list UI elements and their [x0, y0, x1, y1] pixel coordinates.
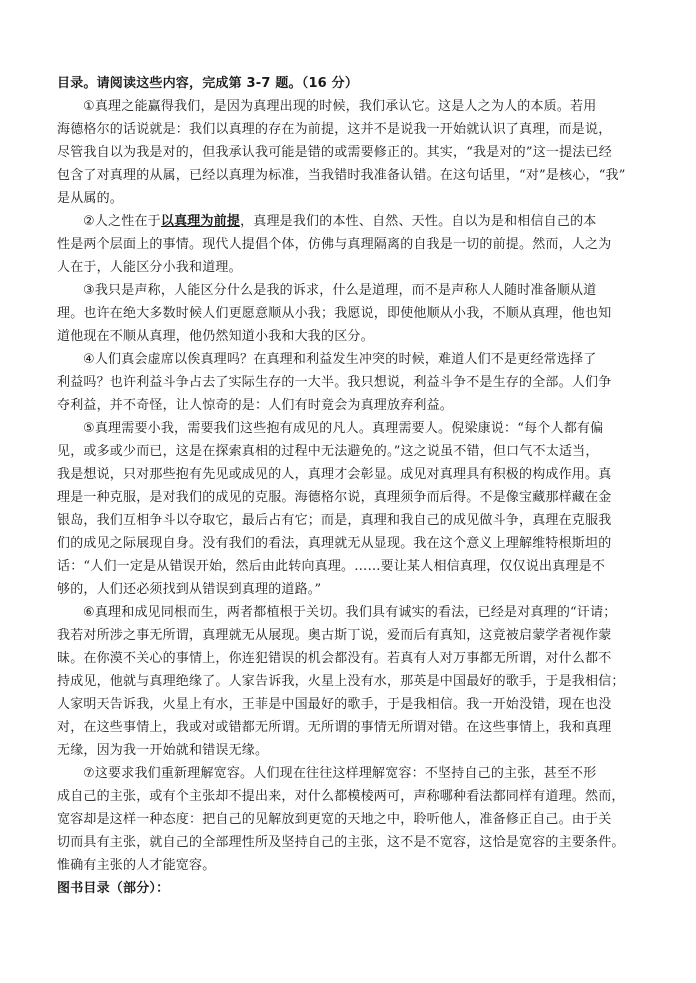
paragraph-marker: ①: [83, 99, 95, 114]
paragraph-line: 利益吗？也许利益斗争占去了实际生存的一大半。我只想说，利益斗争不是生存的全部。人们争: [57, 375, 612, 390]
paragraph-line: 成自己的主张，或有个主张却不提出来，对什么都模棱两可，声称哪种看法都同样有道理。然而，: [57, 789, 625, 804]
paragraph-line: 切而具有主张，就自己的全部理性所及坚持自己的主张，这不是不宽容，这恰是宽容的主要条件。: [57, 835, 625, 850]
question-header: 目录。请阅读这些内容，完成第 3-7 题。（16 分）: [57, 76, 359, 91]
paragraph-line: 夺利益，并不奇怪，让人惊奇的是：人们有时竟会为真理放弃利益。: [57, 398, 454, 413]
paragraph-line: 惟确有主张的人才能宽容。: [57, 858, 216, 873]
paragraph-line: 持成见，他就与真理绝缘了。人家告诉我，火星上没有水，那英是中国最好的歌手，于是我相信；: [57, 674, 625, 689]
paragraph-line: 够的，人们还必须找到从错误到真理的道路。”: [57, 582, 322, 597]
paragraph-line: 包含了对真理的从属，已经以真理为标准，当我错时我准备认错。在这句话里，“对”是核心，“我”: [57, 168, 626, 183]
paragraph-line: 我若对所涉之事无所谓，真理就无从展现。奥古斯丁说，爱而后有真知，这竟被启蒙学者视作蒙: [57, 628, 612, 643]
paragraph-line: 我是想说，只对那些抱有先见或成见的人，真理才会彰显。成见对真理具有积极的构成作用。真: [57, 467, 612, 482]
paragraph-marker: ③: [83, 283, 95, 298]
paragraph-line: ⑥真理和成见同根而生，两者都植根于关切。我们具有诚实的看法，已经是对真理的“讦请；: [83, 605, 617, 620]
paragraph-5: [57, 417, 648, 601]
paragraph-4: [57, 348, 648, 417]
paragraph-line: 理。也许在绝大多数时候人们更愿意顺从小我；我愿说，即使他顺从小我，不顺从真理，他也知: [57, 306, 612, 321]
paragraph-line: 尽管我自以为我是对的，但我承认我可能是错的或需要修正的。其实，“我是对的”这一提法已经: [57, 145, 612, 160]
paragraph-line: 话：“人们一定是从错误开始，然后由此转向真理。……要让某人相信真理，仅仅说出真理是不: [57, 559, 606, 574]
paragraph-line: ⑦这要求我们重新理解宽容。人们现在往往这样理解宽容：不坚持自己的主张，甚至不形: [83, 766, 597, 781]
paragraph-line: ⑤真理需要小我，需要我们这些抱有成见的凡人。真理需要人。倪梁康说：“每个人都有偏: [83, 421, 604, 436]
paragraph-line: ①真理之能赢得我们，是因为真理出现的时候，我们承认它。这是人之为人的本质。若用: [83, 99, 597, 114]
emphasized-phrase: 以真理为前提: [160, 214, 241, 229]
paragraph-marker: ⑥: [83, 605, 95, 620]
paragraph-line: 人家明天告诉我，火星上有水，王菲是中国最好的歌手，于是我相信。我一开始没错，现在也没: [57, 697, 612, 712]
paragraph-line: 昧。在你漠不关心的事情上，你连犯错误的机会都没有。若真有人对万事都无所谓，对什么都不: [57, 651, 612, 666]
paragraph-line: 海德格尔的话说就是：我们以真理的存在为前提，这并不是说我一开始就认识了真理，而是说，: [57, 122, 612, 137]
book-catalog-heading: 图书目录（部分）：: [57, 881, 170, 896]
paragraph-line: 们的成见之际展现自身。没有我们的看法，真理就无从显现。我在这个意义上理解维特根斯坦的: [57, 536, 612, 551]
paragraph-line: 见，或多或少而已，这是在探索真相的过程中无法避免的。”这之说虽不错，但口气不太适当，: [57, 444, 599, 459]
paragraph-line: 人在于，人能区分小我和道理。: [57, 260, 242, 275]
paragraph-line: ②人之性在于以真理为前提，真理是我们的本性、自然、天性。自以为是和相信自己的本: [83, 214, 597, 229]
paragraph-7: [57, 762, 648, 877]
paragraph-marker: ⑤: [83, 421, 95, 436]
paragraph-3: [57, 279, 648, 348]
paragraph-marker: ②: [83, 214, 95, 229]
paragraph-2: [57, 210, 648, 279]
paragraph-line: 对，在这些事情上，我或对或错都无所谓。无所谓的事情无所谓对错。在这些事情上，我和真理: [57, 720, 612, 735]
paragraph-line: 无缘，因为我一开始就和错误无缘。: [57, 743, 269, 758]
paragraph-marker: ④: [83, 352, 95, 367]
paragraph-6: [57, 601, 648, 762]
paragraph-line: 性是两个层面上的事情。现代人提倡个体，仿佛与真理隔离的自我是一切的前提。然而，人之为: [57, 237, 612, 252]
paragraph-line: 是从属的。: [57, 191, 124, 206]
paragraph-line: 理是一种克服，是对我们的成见的克服。海德格尔说，真理须争而后得。不是像宝藏那样藏在金: [57, 490, 612, 505]
paragraph-line: 道他现在不顺从真理，他仍然知道小我和大我的区分。: [57, 329, 374, 344]
paragraph-line: ④人们真会虚席以俟真理吗？在真理和利益发生冲突的时候，难道人们不是更经常选择了: [83, 352, 597, 367]
paragraph-line: 宽容却是这样一种态度：把自己的见解放到更宽的天地之中，聆听他人，准备修正自己。由于关: [57, 812, 612, 827]
paragraph-line: 银岛，我们互相争斗以夺取它，最后占有它；而是，真理和我自己的成见做斗争，真理在克服我: [57, 513, 612, 528]
paragraph-1: [57, 95, 648, 210]
paragraph-line: ③我只是声称，人能区分什么是我的诉求，什么是道理，而不是声称人人随时准备顺从道: [83, 283, 597, 298]
paragraph-marker: ⑦: [83, 766, 95, 781]
